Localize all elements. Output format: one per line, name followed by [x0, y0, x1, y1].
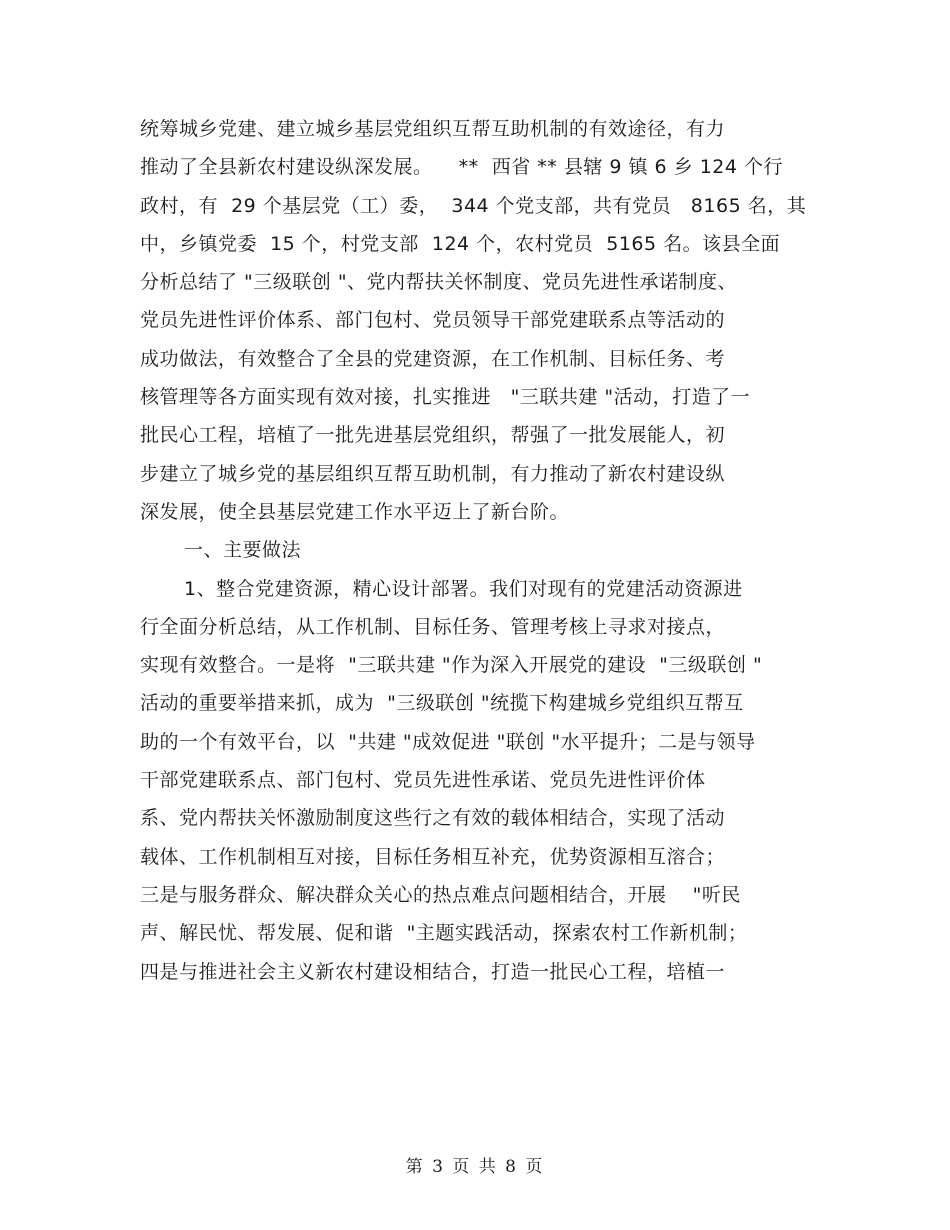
text-line: 系、党内帮扶关怀激励制度这些行之有效的载体相结合，实现了活动 [140, 807, 726, 830]
text-line: 成功做法，有效整合了全县的党建资源，在工作机制、目标任务、考 [140, 347, 726, 370]
text-line: 载体、工作机制相互对接，目标任务相互补充，优势资源相互溶合； [140, 845, 726, 868]
section-heading: 一、主要做法 [184, 539, 302, 562]
text-line: 深发展，使全县基层党建工作水平迈上了新台阶。 [140, 500, 570, 523]
text-line: 助的一个有效平台，以 "共建 "成效促进 "联创 "水平提升；二是与领导 [140, 730, 756, 753]
page-number-footer: 第 3 页 共 8 页 [405, 1157, 545, 1177]
text-line: 党员先进性评价体系、部门包村、党员领导干部党建联系点等活动的 [140, 309, 726, 332]
text-line: 行全面分析总结，从工作机制、目标任务、管理考核上寻求对接点， [140, 615, 726, 638]
text-line: 步建立了城乡党的基层组织互帮互助机制，有力推动了新农村建设纵 [140, 462, 726, 485]
text-line: 干部党建联系点、部门包村、党员先进性承诺、党员先进性评价体 [140, 769, 706, 792]
text-line: 政村，有 29 个基层党（工）委， 344 个党支部，共有党员 8165 名，其 [140, 194, 807, 217]
text-line: 活动的重要举措来抓，成为 "三级联创 "统揽下构建城乡党组织互帮互 [140, 692, 744, 715]
text-line: 统筹城乡党建、建立城乡基层党组织互帮互助机制的有效途径，有力 [140, 118, 726, 140]
text-line: 三是与服务群众、解决群众关心的热点难点问题相结合，开展 "听民 [140, 883, 741, 906]
text-line: 中，乡镇党委 15 个，村党支部 124 个，农村党员 5165 名。该县全面 [140, 232, 781, 255]
text-line: 四是与推进社会主义新农村建设相结合，打造一批民心工程，培植一 [140, 960, 726, 983]
text-line: 实现有效整合。一是将 "三联共建 "作为深入开展党的建设 "三级联创 " [140, 654, 763, 677]
text-line: 1、整合党建资源，精心设计部署。我们对现有的党建活动资源进 [184, 577, 743, 600]
text-line: 核管理等各方面实现有效对接，扎实推进 "三联共建 "活动，打造了一 [140, 386, 751, 409]
text-line: 批民心工程，培植了一批先进基层党组织，帮强了一批发展能人，初 [140, 424, 726, 447]
text-line: 声、解民忧、帮发展、促和谐 "主题实践活动，探索农村工作新机制； [140, 922, 748, 945]
text-line: 分析总结了 "三级联创 "、党内帮扶关怀制度、党员先进性承诺制度、 [140, 271, 738, 294]
text-line: 推动了全县新农村建设纵深发展。 ** 西省 ** 县辖 9 镇 6 乡 124 个行 [140, 156, 783, 179]
document-body [140, 110, 820, 991]
